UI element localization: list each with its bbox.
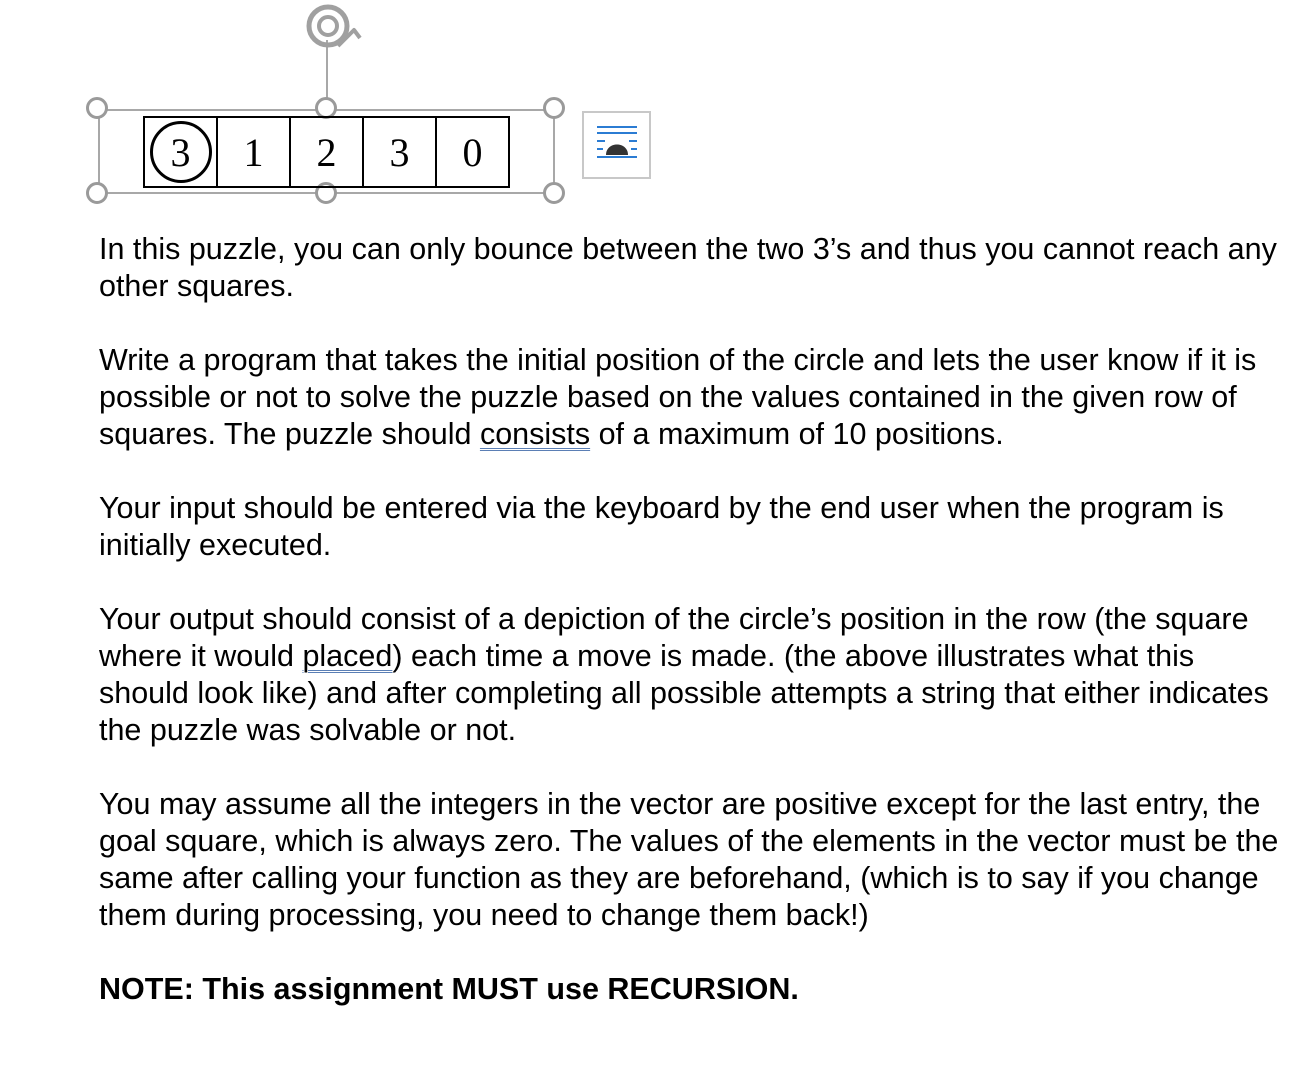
- paragraph-3: Your input should be entered via the keyboard by the end user when the program is initially executed.: [99, 491, 1224, 562]
- paragraph-4-text-a: Your output should consist of a depiction of the circle’s position in the row (the square where it would: [99, 602, 1249, 673]
- paragraph-2-text-b: of a maximum of 10 positions.: [590, 417, 1004, 451]
- paragraph-1: In this puzzle, you can only bounce between the two 3’s and thus you cannot reach any other squares.: [99, 232, 1277, 303]
- resize-handle-bottom-left[interactable]: [86, 182, 108, 204]
- puzzle-row-image[interactable]: [143, 116, 510, 188]
- puzzle-cell: [145, 118, 216, 186]
- rotate-handle-icon[interactable]: [298, 2, 364, 54]
- puzzle-cell-value: 2: [316, 129, 337, 175]
- resize-handle-bottom-right[interactable]: [543, 182, 565, 204]
- puzzle-cell: [362, 118, 435, 186]
- puzzle-cell-value: 3: [389, 129, 410, 175]
- puzzle-cell: [289, 118, 362, 186]
- puzzle-cell: [216, 118, 289, 186]
- grammar-flag-consists[interactable]: consists: [479, 417, 591, 451]
- grammar-flag-placed[interactable]: placed: [302, 639, 393, 673]
- resize-handle-top-left[interactable]: [86, 97, 108, 119]
- puzzle-cell-value: 3: [170, 129, 191, 175]
- document-body: [99, 231, 1279, 1045]
- resize-handle-top-right[interactable]: [543, 97, 565, 119]
- puzzle-cell-value: 1: [243, 129, 264, 175]
- puzzle-cell-value: 0: [462, 129, 483, 175]
- puzzle-cell: [435, 118, 508, 186]
- layout-options-button[interactable]: [582, 111, 651, 179]
- layout-options-icon: [594, 122, 640, 168]
- paragraph-4-text-b: ) each time a move is made. (the above illustrates what this should look like) and after completing all possible attempts a string that either indicates the puzzle was solvable or not.: [99, 639, 1269, 747]
- paragraph-4: [99, 601, 1279, 749]
- paragraph-2-text-a: Write a program that takes the initial position of the circle and lets the user know if it is possible or not to solve the puzzle based on the values contained in the given row of squares. The puzzle should: [99, 343, 1257, 451]
- paragraph-5: You may assume all the integers in the vector are positive except for the last entry, the goal square, which is always zero. The values of the elements in the vector must be the same after calling your function as they are beforehand, (which is to say if you change them during processing, you need to change them back!): [99, 787, 1279, 932]
- paragraph-2: [99, 342, 1279, 453]
- note-paragraph: NOTE: This assignment MUST use RECURSION.: [99, 972, 799, 1006]
